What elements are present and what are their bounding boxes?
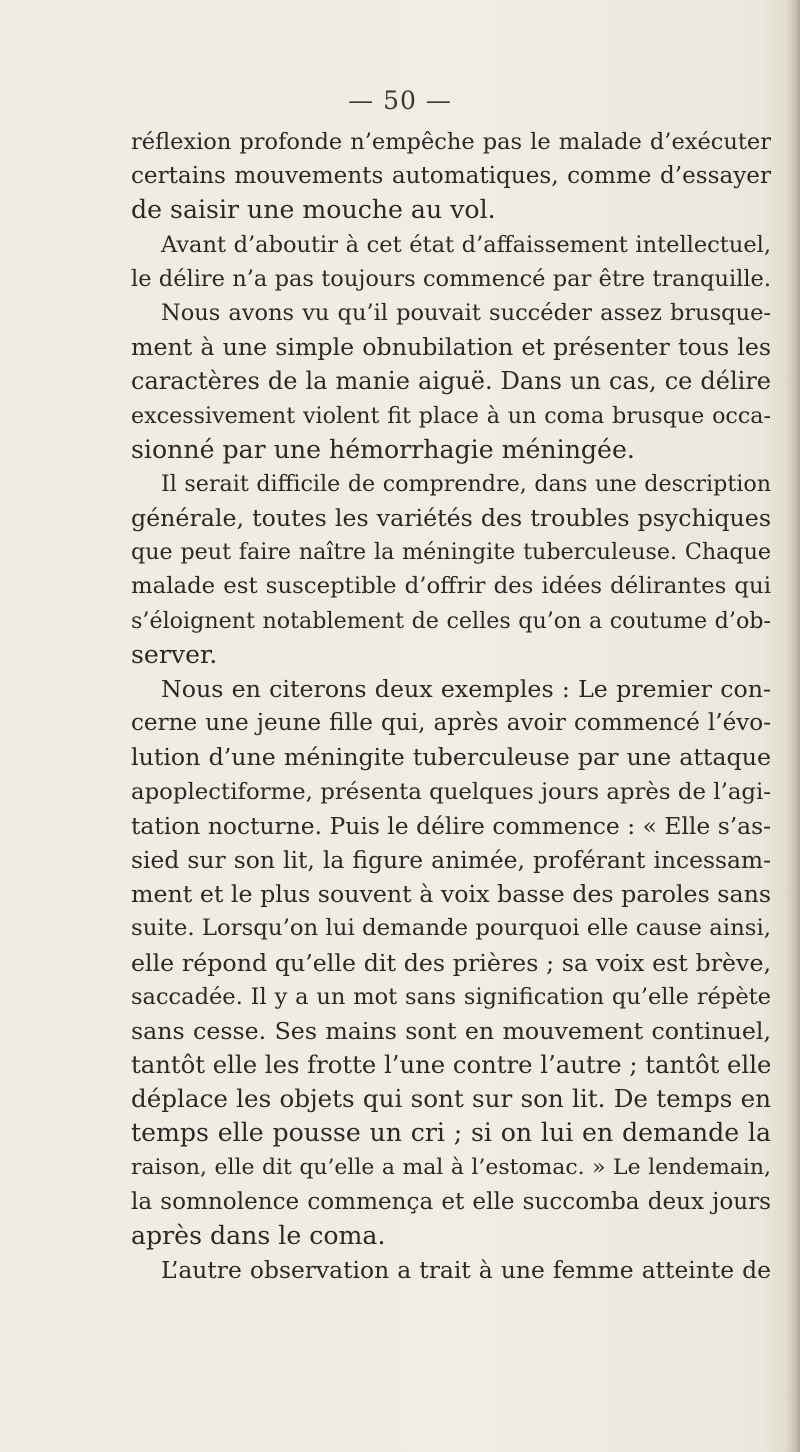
text-line: ment et le plus souvent à voix basse des paroles sans (131, 880, 771, 909)
text-line: Nous avons vu qu’il pouvait succéder assez brusque- (161, 299, 771, 326)
text-line: lution d’une méningite tuberculeuse par une attaque (131, 743, 771, 772)
text-line: tantôt elle les frotte l’une contre l’autre ; tantôt elle (131, 1050, 772, 1080)
text-line: Il serait difficile de comprendre, dans une description (161, 470, 771, 497)
text-line: saccadée. Il y a un mot sans signification qu’elle répète (131, 983, 771, 1010)
text-line: sionné par une hémorrhagie méningée. (131, 434, 635, 464)
text-line: excessivement violent fit place à un coma brusque occa- (131, 402, 771, 429)
page-edge-shadow (786, 0, 800, 1452)
text-line: sans cesse. Ses mains sont en mouvement continuel, (131, 1016, 771, 1045)
text-line: caractères de la manie aiguë. Dans un cas, ce délire (131, 367, 771, 396)
text-line: L’autre observation a trait à une femme atteinte de (161, 1256, 771, 1285)
text-line: cerne une jeune fille qui, après avoir commencé l’évo- (131, 710, 771, 737)
text-line: de saisir une mouche au vol. (131, 195, 496, 225)
text-line: s’éloignent notablement de celles qu’on a coutume d’ob- (131, 607, 771, 634)
text-line: Nous en citerons deux exemples : Le premier con- (161, 675, 771, 703)
body-text (131, 125, 771, 1287)
text-line: sied sur son lit, la figure animée, proférant incessam- (131, 845, 771, 874)
text-line: le délire n’a pas toujours commencé par être tranquille. (131, 265, 771, 292)
text-line: server. (131, 639, 218, 669)
text-line: que peut faire naître la méningite tuberculeuse. Chaque (131, 539, 771, 566)
page-number: — 50 — (348, 86, 452, 115)
text-line: après dans le coma. (131, 1221, 386, 1250)
text-line: la somnolence commença et elle succomba deux jours (131, 1188, 771, 1215)
text-line: tation nocturne. Puis le délire commence : « Elle s’as- (131, 811, 771, 840)
text-line: malade est susceptible d’offrir des idées délirantes qui (131, 573, 771, 600)
text-line: temps elle pousse un cri ; si on lui en demande la (131, 1118, 771, 1148)
text-line: déplace les objets qui sont sur son lit. De temps en (131, 1084, 771, 1114)
text-line: réflexion profonde n’empêche pas le malade d’exécuter (131, 129, 771, 155)
text-line: elle répond qu’elle dit des prières ; sa voix est brève, (131, 948, 771, 977)
text-line: générale, toutes les variétés des troubles psychiques (131, 504, 771, 533)
text-line: certains mouvements automatiques, comme d’essayer (131, 163, 771, 190)
text-line: ment à une simple obnubilation et présenter tous les (131, 333, 771, 362)
text-line: Avant d’aboutir à cet état d’affaissement intellectuel, (161, 231, 771, 258)
text-line: suite. Lorsqu’on lui demande pourquoi elle cause ainsi, (131, 915, 771, 942)
text-line: apoplectiforme, présenta quelques jours après de l’agi- (131, 778, 771, 805)
text-line: raison, elle dit qu’elle a mal à l’estomac. » Le lendemain, (131, 1154, 771, 1180)
